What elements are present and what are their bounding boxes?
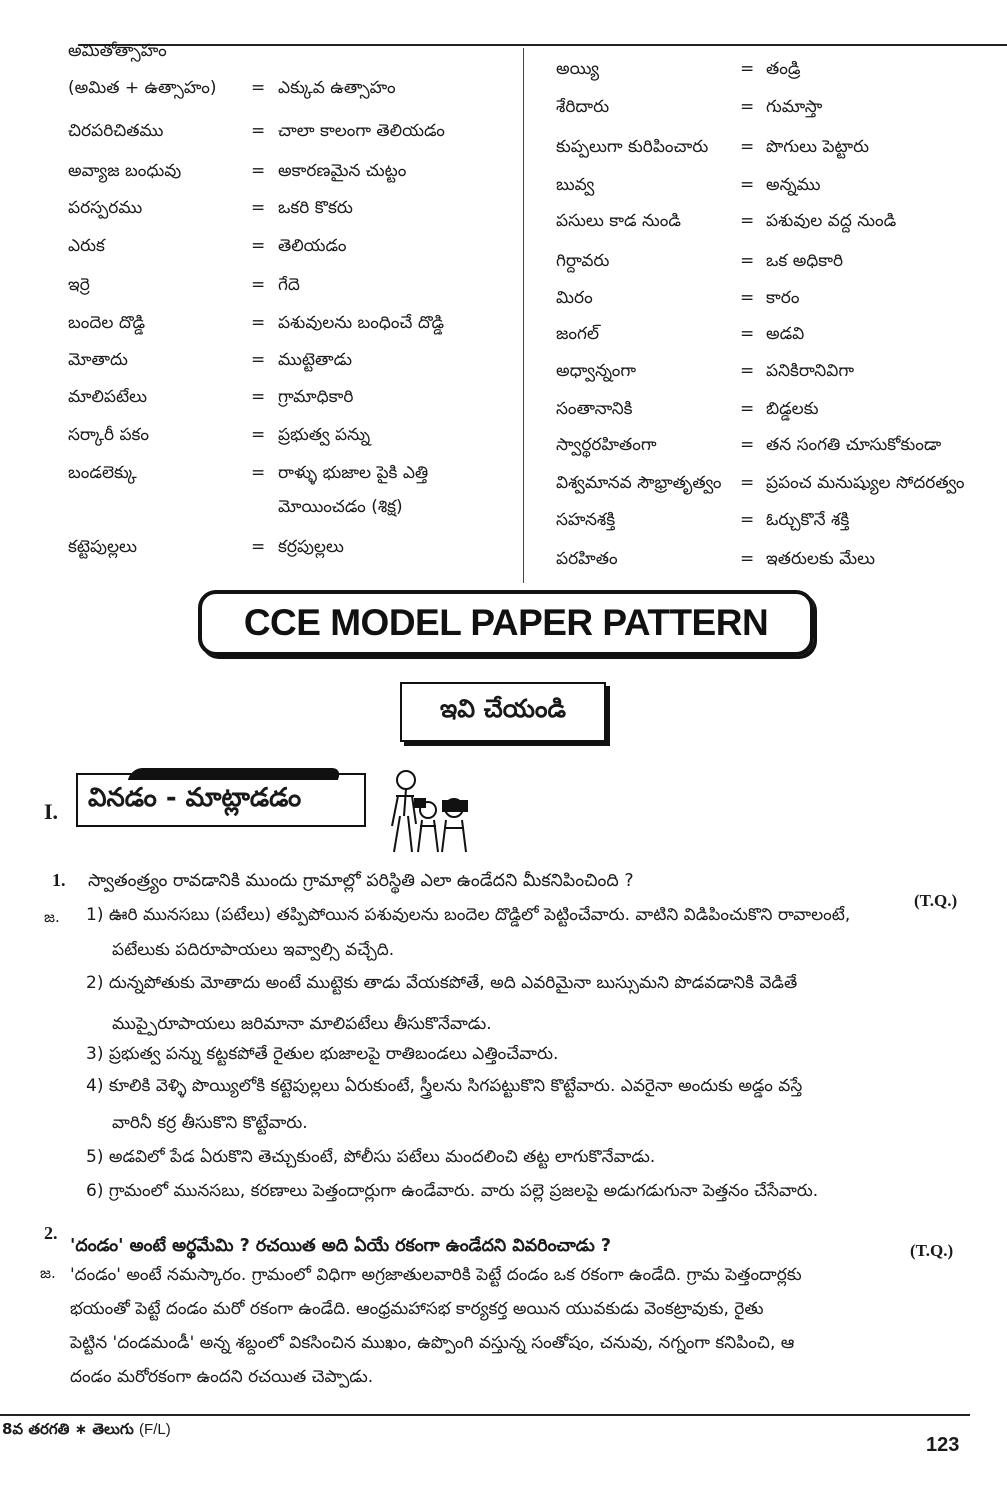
- glossary-word: ఇర్రె: [68, 275, 90, 295]
- equals-sign: =: [740, 59, 755, 79]
- section-heading: [76, 773, 366, 827]
- answer-line: 6) గ్రామంలో మునసబు, కరణాలు పెత్తందార్లుగా ఉండేవారు. వారు పల్లె ప్రజలపై అడుగడుగునా పెత్తనం చేసేవారు.: [86, 1181, 819, 1201]
- section-number: I.: [44, 799, 59, 824]
- glossary-word: అవ్యాజ బంధువు: [68, 161, 182, 181]
- glossary-meaning: పశువులను బంధించే దొడ్డి: [278, 313, 445, 333]
- glossary-word: గిర్దావరు: [556, 251, 610, 271]
- equals-sign: =: [251, 313, 266, 333]
- glossary-meaning: కారం: [766, 288, 800, 308]
- glossary-meaning: పొగులు పెట్టారు: [766, 137, 870, 157]
- equals-sign: =: [740, 251, 755, 271]
- glossary-word: కట్టెపుల్లలు: [68, 537, 137, 557]
- question-text: స్వాతంత్ర్యం రావడానికి ముందు గ్రామాల్లో పరిస్థితి ఎలా ఉండేదని మీకనిపించింది ?: [88, 871, 634, 891]
- equals-sign: =: [740, 288, 755, 308]
- answer-line: 4) కూలికి వెళ్ళి పొయ్యిలోకి కట్టెపుల్లలు ఏరుకుంటే, స్త్రీలను సిగపట్టుకొని కొట్టేవారు. ఎవరైనా అందుకు అడ్డం వస్తే: [86, 1076, 803, 1096]
- equals-sign: =: [740, 324, 755, 344]
- answer-line: దండం మరోరకంగా ఉందని రచయిత చెప్పాడు.: [70, 1367, 374, 1387]
- top-divider: [78, 44, 1007, 46]
- glossary-meaning: బిడ్డలకు: [766, 399, 819, 419]
- equals-sign: =: [251, 463, 266, 483]
- footer-label: 8వ తరగతి ∗ తెలుగు: [2, 1420, 134, 1438]
- glossary-meaning: పనికిరానివిగా: [766, 361, 854, 381]
- glossary-meaning: ఒక అధికారి: [766, 251, 844, 271]
- glossary-meaning: మోయించడం (శిక్ష): [278, 497, 403, 517]
- answer-line: 'దండం' అంటే నమస్కారం. గ్రామంలో విధిగా అగ్రజాతులవారికి పెట్టే దండం ఒక రకంగా ఉండేది. గ్రామ పెత్తందార్లకు: [70, 1265, 802, 1285]
- equals-sign: =: [740, 435, 755, 455]
- question-number: 1.: [52, 870, 66, 890]
- equals-sign: =: [251, 121, 266, 141]
- equals-sign: =: [740, 510, 755, 530]
- answer-line: పెట్టిన 'దండమండీ' అన్న శబ్దంలో వికసించిన ముఖం, ఉప్పొంగి వస్తున్న సంతోషం, చనువు, నగ్నంగా కనిపించి, ఆ: [70, 1333, 795, 1353]
- equals-sign: =: [740, 97, 755, 117]
- glossary-meaning: ప్రపంచ మనుష్యుల సోదరత్వం: [766, 473, 965, 493]
- equals-sign: =: [740, 399, 755, 419]
- glossary-meaning: తన సంగతి చూసుకోకుండా: [766, 435, 942, 455]
- glossary-meaning: ప్రభుత్వ పన్ను: [278, 425, 371, 445]
- answer-mark: జ.: [44, 908, 60, 926]
- glossary-word: బువ్వ: [556, 175, 595, 195]
- equals-sign: =: [251, 275, 266, 295]
- glossary-meaning: రాళ్ళు భుజాల పైకి ఎత్తి: [278, 463, 429, 483]
- glossary-meaning: పశువుల వద్ద నుండి: [766, 211, 897, 231]
- answer-line: 1) ఊరి మునసబు (పటేలు) తప్పిపోయిన పశువులను బందెల దొడ్డిలో పెట్టించేవారు. వాటిని విడిపించుకొని రావాలంటే,: [86, 905, 851, 925]
- equals-sign: =: [740, 175, 755, 195]
- glossary-meaning: తండ్రి: [766, 59, 801, 79]
- glossary-word: చిరపరిచితము: [68, 121, 164, 141]
- glossary-word: పసులు కాడ నుండి: [556, 211, 681, 231]
- glossary-meaning: ఒకరి కొకరు: [278, 198, 353, 218]
- glossary-word: మాలిపటేలు: [68, 387, 148, 407]
- footer-class-subject: [2, 1420, 171, 1442]
- equals-sign: =: [740, 137, 755, 157]
- glossary-meaning: గుమాస్తా: [766, 97, 823, 117]
- glossary-meaning: అడవి: [766, 324, 805, 344]
- glossary-meaning: తెలియడం: [278, 236, 347, 256]
- answer-mark: జ.: [40, 1264, 56, 1282]
- glossary-meaning: అకారణమైన చుట్టం: [278, 161, 407, 181]
- equals-sign: =: [251, 198, 266, 218]
- glossary-word: బండలెక్కు: [68, 463, 137, 483]
- glossary-meaning: గేదె: [278, 275, 300, 295]
- equals-sign: =: [251, 78, 266, 98]
- glossary-word: పరస్పరము: [68, 198, 143, 218]
- footer-divider: [0, 1414, 970, 1416]
- do-these-box: [400, 682, 606, 742]
- page-number: 123: [926, 1434, 960, 1456]
- glossary-word: ఎరుక: [68, 236, 105, 256]
- equals-sign: =: [251, 425, 266, 445]
- glossary-meaning: కర్రపుల్లలు: [278, 537, 344, 557]
- glossary-word: శేరిదారు: [556, 97, 610, 117]
- answer-line: భయంతో పెట్టే దండం మరో రకంగా ఉండేది. ఆంధ్రమహాసభ కార్యకర్త అయిన యువకుడు వెంకట్రావుకు, రైతు: [70, 1299, 764, 1319]
- question-text: 'దండం' అంటే అర్థమేమి ? రచయిత అది ఏయే రకంగా ఉండేదని వివరించాడు ?: [70, 1236, 611, 1256]
- glossary-word: సంతానానికి: [556, 399, 633, 419]
- glossary-word: కుప్పలుగా కురిపించారు: [556, 137, 709, 157]
- column-divider: [523, 48, 524, 583]
- glossary-word: విశ్వమానవ సౌభ్రాతృత్వం: [556, 473, 722, 493]
- equals-sign: =: [740, 361, 755, 381]
- glossary-word: అధ్వాన్నంగా: [556, 361, 637, 381]
- glossary-word: (అమిత + ఉత్సాహం): [68, 78, 217, 98]
- answer-line: ముప్పైరూపాయలు జరిమానా మాలిపటేలు తీసుకొనేవాడు.: [112, 1014, 492, 1034]
- glossary-word: బందెల దొడ్డి: [68, 313, 146, 333]
- glossary-meaning: ముట్టెతాడు: [278, 350, 353, 370]
- cce-banner: [198, 590, 814, 656]
- glossary-meaning: అన్నము: [766, 175, 821, 195]
- footer-series: (F/L): [139, 1421, 171, 1438]
- section-title: వినడం - మాట్లాడడం: [88, 783, 302, 813]
- glossary-word: స్వార్థరహితంగా: [556, 435, 657, 455]
- answer-line: వారినీ కర్ర తీసుకొని కొట్టేవారు.: [112, 1113, 308, 1133]
- children-illustration: [384, 766, 484, 860]
- banner-title: CCE MODEL PAPER PATTERN: [243, 602, 769, 643]
- equals-sign: =: [740, 473, 755, 493]
- sub-banner-title: ఇవి చేయండి: [439, 694, 567, 723]
- answer-line: 2) దున్నపోతుకు మోతాదు అంటే ముట్టెకు తాడు వేయకపోతే, అది ఎవరిమైనా బుస్సుమని పొడవడానికి వెడితే: [86, 973, 798, 993]
- answer-line: 3) ప్రభుత్వ పన్ను కట్టకపోతే రైతుల భుజాలపై రాతిబండలు ఎత్తించేవారు.: [86, 1044, 559, 1064]
- glossary-word: మిరం: [556, 288, 593, 308]
- equals-sign: =: [251, 236, 266, 256]
- glossary-meaning: ఎక్కువ ఉత్సాహం: [278, 78, 396, 98]
- glossary-meaning: ఓర్చుకొనే శక్తి: [766, 510, 850, 530]
- glossary-word: సర్కారీ పకం: [68, 425, 150, 445]
- equals-sign: =: [251, 537, 266, 557]
- answer-line: 5) అడవిలో పేడ ఏరుకొని తెచ్చుకుంటే, పోలీసు పటేలు మందలించి తట్ట లాగుకొనేవాడు.: [86, 1147, 656, 1167]
- equals-sign: =: [740, 549, 755, 569]
- glossary-word: జంగల్: [556, 324, 600, 344]
- glossary-meaning: చాలా కాలంగా తెలియడం: [278, 121, 445, 141]
- answer-line: పటేలుకు పదిరూపాయలు ఇవ్వాల్సి వచ్చేది.: [112, 940, 395, 960]
- textbook-question-tag: (T.Q.): [914, 891, 958, 910]
- glossary-word: అమితోత్సాహం: [68, 41, 167, 61]
- question-number: 2.: [44, 1223, 58, 1243]
- glossary-word: మోతాదు: [68, 350, 128, 370]
- equals-sign: =: [251, 161, 266, 181]
- glossary-word: పరహితం: [556, 549, 618, 569]
- glossary-word: సహనశక్తి: [556, 510, 616, 530]
- equals-sign: =: [251, 350, 266, 370]
- equals-sign: =: [740, 211, 755, 231]
- equals-sign: =: [251, 387, 266, 407]
- glossary-word: అయ్యి: [556, 59, 600, 79]
- glossary-meaning: గ్రామాధికారి: [278, 387, 354, 407]
- glossary-meaning: ఇతరులకు మేలు: [766, 549, 876, 569]
- textbook-question-tag: (T.Q.): [910, 1241, 954, 1260]
